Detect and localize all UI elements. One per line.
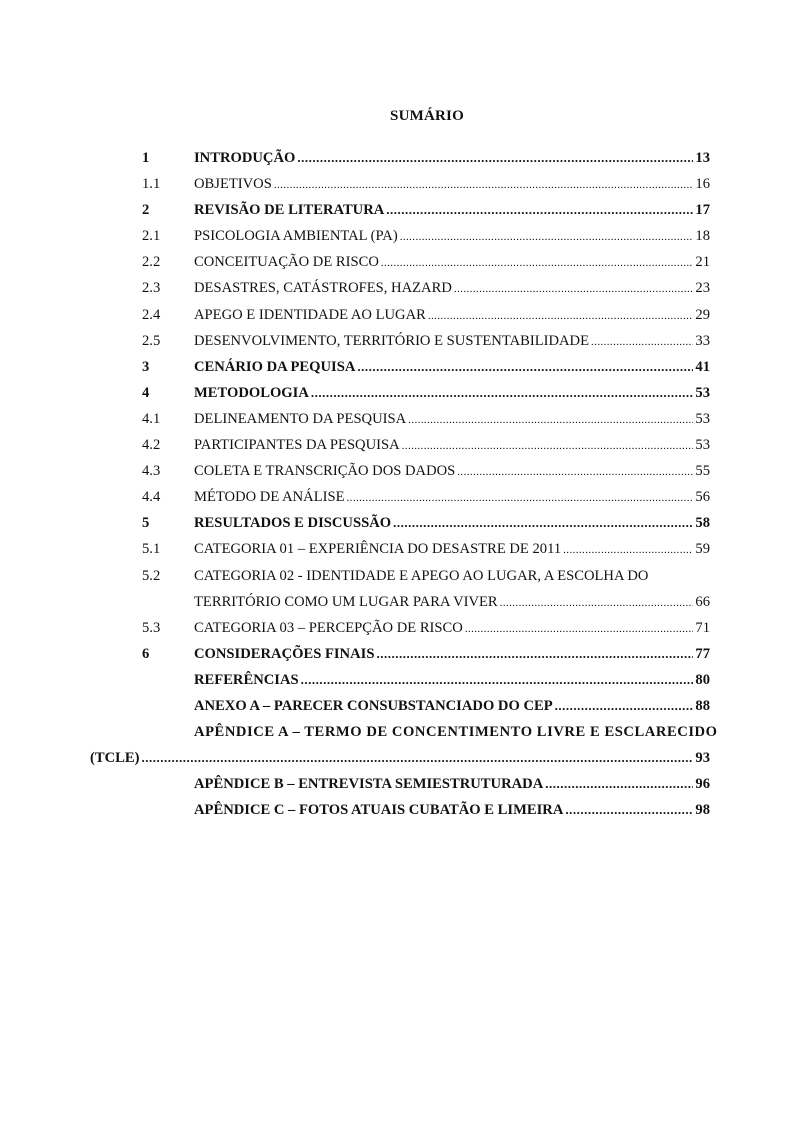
toc-entry-number: 1.1 [142,176,161,193]
toc-entry[interactable] [142,776,710,802]
toc-entry-page: 58 [695,515,710,532]
toc-entry-title: RESULTADOS E DISCUSSÃO [194,515,392,532]
leader-dots [297,150,693,166]
leader-dots [386,202,693,218]
toc-entry[interactable] [142,620,710,646]
leader-dots [400,231,694,243]
toc-entry-title: CONSIDERAÇÕES FINAIS [194,645,375,662]
toc-entry-number: 2 [142,202,150,219]
toc-entry-page: 88 [695,697,710,714]
toc-entry-page: 53 [695,437,710,454]
leader-dots [428,310,694,322]
toc-entry-title: CATEGORIA 03 – PERCEPÇÃO DE RISCO [194,619,463,636]
toc-entry[interactable] [142,176,710,202]
toc-entry-title: APÊNDICE A – TERMO DE CONCENTIMENTO LIVRE E ESCLARECIDO [194,724,718,741]
toc-entry-title: REVISÃO DE LITERATURA [194,202,385,219]
leader-dots [563,544,693,556]
toc-entry-title: REFERÊNCIAS [194,671,299,688]
leader-dots [565,802,693,818]
toc-end-entries [142,776,710,828]
toc-entry-title-continued: (TCLE) [90,750,140,767]
toc-entry[interactable] [142,515,710,541]
leader-dots [393,515,693,531]
leader-dots [141,750,693,766]
leader-dots [545,776,693,792]
table-of-contents [90,150,718,828]
toc-entry[interactable] [142,385,710,411]
toc-entry-page: 41 [695,358,710,375]
toc-entry[interactable] [142,672,710,698]
toc-entry-page: 71 [695,619,710,636]
toc-entry-5-2-line2[interactable] [142,594,710,620]
toc-entry-title: MÉTODO DE ANÁLISE [194,489,345,506]
toc-entry-title: COLETA E TRANSCRIÇÃO DOS DADOS [194,463,456,480]
toc-entry[interactable] [142,254,710,280]
toc-entry-page: 93 [695,750,710,767]
toc-main-entries [142,150,710,568]
toc-entry-title: APEGO E IDENTIDADE AO LUGAR [194,306,426,323]
toc-entry-number: 3 [142,358,150,375]
leader-dots [301,672,694,688]
toc-entry-number: 5.1 [142,541,161,558]
toc-after-entries [142,620,710,724]
toc-entry-page: 33 [695,332,710,349]
leader-dots [311,385,694,401]
leader-dots [402,440,694,452]
leader-dots [274,179,694,191]
toc-entry-title: DESENVOLVIMENTO, TERRITÓRIO E SUSTENTABILIDADE [194,332,590,349]
toc-entry-page: 16 [695,176,710,193]
leader-dots [457,466,693,478]
leader-dots [500,597,694,609]
leader-dots [376,646,693,662]
toc-entry-page: 18 [695,228,710,245]
toc-entry-page: 29 [695,306,710,323]
toc-entry-title: DESASTRES, CATÁSTROFES, HAZARD [194,280,452,297]
toc-entry-page: 53 [695,410,710,427]
toc-entry-title: CENÁRIO DA PEQUISA [194,358,356,375]
toc-entry[interactable] [142,489,710,515]
toc-entry-title: CATEGORIA 01 – EXPERIÊNCIA DO DESASTRE DE 2011 [194,541,562,558]
toc-entry[interactable] [142,437,710,463]
toc-entry-title: PSICOLOGIA AMBIENTAL (PA) [194,228,398,245]
toc-entry-title: APÊNDICE B – ENTREVISTA SEMIESTRUTURADA [194,776,544,793]
toc-entry[interactable] [142,228,710,254]
toc-entry-page: 98 [695,802,710,819]
toc-entry-title: DELINEAMENTO DA PESQUISA [194,410,407,427]
toc-entry-page: 23 [695,280,710,297]
toc-entry-number: 2.2 [142,254,161,271]
toc-entry-number: 2.5 [142,332,161,349]
toc-entry-title-continued: TERRITÓRIO COMO UM LUGAR PARA VIVER [194,593,498,610]
toc-entry-page: 56 [695,489,710,506]
toc-entry[interactable] [142,646,710,672]
toc-entry-page: 21 [695,254,710,271]
toc-entry-5-2-line1[interactable] [142,568,710,594]
toc-entry[interactable] [142,202,710,228]
toc-entry-title: APÊNDICE C – FOTOS ATUAIS CUBATÃO E LIMEIRA [194,802,564,819]
toc-entry-title: METODOLOGIA [194,384,309,401]
toc-entry-page: 13 [695,150,710,166]
toc-entry-number: 4 [142,384,150,401]
toc-entry-number: 4.3 [142,463,161,480]
toc-entry[interactable] [142,333,710,359]
toc-entry-page: 53 [695,384,710,401]
toc-entry-title: CATEGORIA 02 - IDENTIDADE E APEGO AO LUGAR, A ESCOLHA DO [194,567,649,584]
toc-entry-title: CONCEITUAÇÃO DE RISCO [194,254,379,271]
toc-entry[interactable] [142,541,710,567]
leader-dots [591,336,693,348]
toc-entry[interactable] [142,150,710,176]
toc-entry-apendice-a-line1[interactable] [142,724,718,750]
toc-entry-number: 5 [142,515,150,532]
toc-entry[interactable] [142,307,710,333]
toc-entry-page: 66 [695,593,710,610]
toc-entry-page: 59 [695,541,710,558]
toc-entry-apendice-a-line2[interactable] [90,750,710,776]
leader-dots [465,623,694,635]
toc-entry-number: 5.3 [142,619,161,636]
toc-entry-number: 2.1 [142,228,161,245]
toc-entry-number: 4.4 [142,489,161,506]
toc-entry-title: INTRODUÇÃO [194,150,296,166]
toc-entry-page: 55 [695,463,710,480]
page-title: SUMÁRIO [390,108,464,124]
leader-dots [347,492,694,504]
leader-dots [454,283,694,295]
toc-entry[interactable] [142,280,710,306]
toc-entry-title: OBJETIVOS [194,176,272,193]
toc-entry-title: PARTICIPANTES DA PESQUISA [194,437,400,454]
leader-dots [357,359,693,375]
toc-entry[interactable] [142,411,710,437]
toc-entry-number: 2.4 [142,306,161,323]
toc-entry-page: 77 [695,645,710,662]
toc-entry-number: 1 [142,150,150,166]
toc-entry[interactable] [142,698,710,724]
leader-dots [555,698,694,714]
toc-entry-page: 96 [695,776,710,793]
toc-entry-number: 5.2 [142,567,161,584]
toc-entry-title: ANEXO A – PARECER CONSUBSTANCIADO DO CEP [194,697,553,714]
toc-entry[interactable] [142,463,710,489]
toc-entry-page: 80 [695,671,710,688]
toc-entry-number: 4.2 [142,437,161,454]
toc-entry-number: 4.1 [142,410,161,427]
toc-entry-number: 2.3 [142,280,161,297]
toc-entry[interactable] [142,359,710,385]
leader-dots [408,414,693,426]
toc-entry-number: 6 [142,645,150,662]
toc-entry-page: 17 [695,202,710,219]
toc-entry[interactable] [142,802,710,828]
leader-dots [381,257,694,269]
